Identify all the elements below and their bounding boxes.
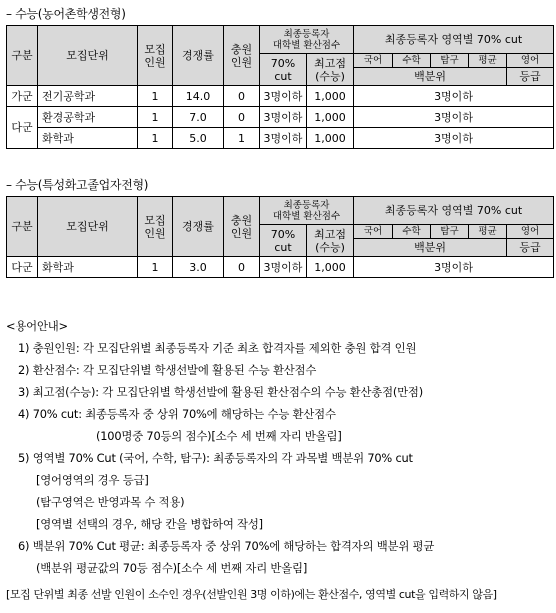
note-line: 5) 영역별 70% Cut (국어, 수학, 탐구): 최종등록자의 각 과목별 백분위 70% cut	[18, 451, 413, 465]
header-gubun: 구분	[7, 26, 38, 86]
table-row	[7, 128, 554, 149]
cell-lowest: 1,000	[307, 107, 354, 128]
section2-title: – 수능(특성화고졸업자전형)	[6, 178, 149, 192]
header-quota: 모집 인원	[138, 197, 173, 257]
header-pct70: 70% cut	[260, 54, 307, 86]
note-line: 3) 최고점(수능): 각 모집단위별 학생선발에 활용된 환산점수의 수능 환산총점(만점)	[18, 385, 423, 399]
header-grade: 등급	[507, 239, 554, 257]
header-area-korean: 국어	[354, 54, 393, 68]
cell-extra: 0	[224, 257, 260, 278]
header-area-english: 영어	[507, 54, 554, 68]
header-area-group: 최종등록자 영역별 70% cut	[354, 197, 554, 225]
cell-pct70: 3명이하	[260, 86, 307, 107]
table-row	[7, 257, 554, 278]
cell-gubun: 다군	[7, 257, 38, 278]
cell-ratio: 14.0	[173, 86, 224, 107]
header-percentile: 백분위	[354, 239, 507, 257]
table-row	[7, 86, 554, 107]
header-extra: 충원 인원	[224, 197, 260, 257]
cell-ratio: 3.0	[173, 257, 224, 278]
header-area-group: 최종등록자 영역별 70% cut	[354, 26, 554, 54]
cell-quota: 1	[138, 86, 173, 107]
header-area-inquiry: 탐구	[431, 225, 469, 239]
note-line: [영어영역의 경우 등급]	[36, 473, 149, 487]
header-area-korean: 국어	[354, 225, 393, 239]
cell-lowest: 1,000	[307, 86, 354, 107]
cell-ratio: 7.0	[173, 107, 224, 128]
notes-footer: [모집 단위별 최종 선발 인원이 소수인 경우(선발인원 3명 이하)에는 환산점수, 영역별 cut을 입력하지 않음]	[6, 588, 497, 601]
cell-pct70: 3명이하	[260, 107, 307, 128]
header-ratio: 경쟁률	[173, 26, 224, 86]
header-area-math: 수학	[393, 54, 431, 68]
cell-quota: 1	[138, 128, 173, 149]
section1-title: – 수능(농어촌학생전형)	[6, 7, 126, 21]
cell-ratio: 5.0	[173, 128, 224, 149]
cell-extra: 0	[224, 86, 260, 107]
cell-extra: 0	[224, 107, 260, 128]
section2-table	[6, 196, 554, 278]
header-quota: 모집 인원	[138, 26, 173, 86]
note-line: 1) 충원인원: 각 모집단위별 최종등록자 기준 최초 합격자를 제외한 충원 합격 인원	[18, 341, 417, 355]
header-area-average: 평균	[469, 54, 507, 68]
note-line: 2) 환산점수: 각 모집단위별 학생선발에 활용된 수능 환산점수	[18, 363, 317, 377]
header-lowest: 최고점 (수능)	[307, 225, 354, 257]
note-line: 4) 70% cut: 최종등록자 중 상위 70%에 해당하는 수능 환산점수	[18, 407, 336, 421]
note-line: (탐구영역은 반영과목 수 적용)	[36, 495, 185, 509]
cell-unit: 전기공학과	[38, 86, 138, 107]
header-score-group: 최종등록자 대학별 환산점수	[260, 197, 354, 225]
section1-table	[6, 25, 554, 149]
header-grade: 등급	[507, 68, 554, 86]
note-line: (100명중 70등의 점수)[소수 세 번째 자리 반올림]	[96, 429, 342, 443]
header-unit: 모집단위	[38, 26, 138, 86]
cell-area: 3명이하	[354, 107, 554, 128]
cell-unit: 화학과	[38, 128, 138, 149]
cell-area: 3명이하	[354, 128, 554, 149]
cell-quota: 1	[138, 257, 173, 278]
header-area-average: 평균	[469, 225, 507, 239]
cell-gubun: 가군	[7, 86, 38, 107]
header-score-group: 최종등록자 대학별 환산점수	[260, 26, 354, 54]
cell-unit: 화학과	[38, 257, 138, 278]
header-area-english: 영어	[507, 225, 554, 239]
note-line: [영역별 선택의 경우, 해당 칸을 병합하여 작성]	[36, 517, 263, 531]
note-line: (백분위 평균값의 70등 점수)[소수 세 번째 자리 반올림]	[36, 561, 308, 575]
notes-heading: <용어안내>	[6, 319, 68, 333]
cell-lowest: 1,000	[307, 128, 354, 149]
cell-area: 3명이하	[354, 86, 554, 107]
header-gubun: 구분	[7, 197, 38, 257]
header-percentile: 백분위	[354, 68, 507, 86]
cell-unit: 환경공학과	[38, 107, 138, 128]
header-unit: 모집단위	[38, 197, 138, 257]
cell-lowest: 1,000	[307, 257, 354, 278]
cell-pct70: 3명이하	[260, 257, 307, 278]
cell-quota: 1	[138, 107, 173, 128]
header-area-math: 수학	[393, 225, 431, 239]
header-lowest: 최고점 (수능)	[307, 54, 354, 86]
header-extra: 충원 인원	[224, 26, 260, 86]
cell-area: 3명이하	[354, 257, 554, 278]
cell-pct70: 3명이하	[260, 128, 307, 149]
cell-gubun: 다군	[7, 107, 38, 149]
header-ratio: 경쟁률	[173, 197, 224, 257]
note-line: 6) 백분위 70% Cut 평균: 최종등록자 중 상위 70%에 해당하는 합격자의 백분위 평균	[18, 539, 435, 553]
header-pct70: 70% cut	[260, 225, 307, 257]
header-area-inquiry: 탐구	[431, 54, 469, 68]
cell-extra: 1	[224, 128, 260, 149]
table-row	[7, 107, 554, 128]
